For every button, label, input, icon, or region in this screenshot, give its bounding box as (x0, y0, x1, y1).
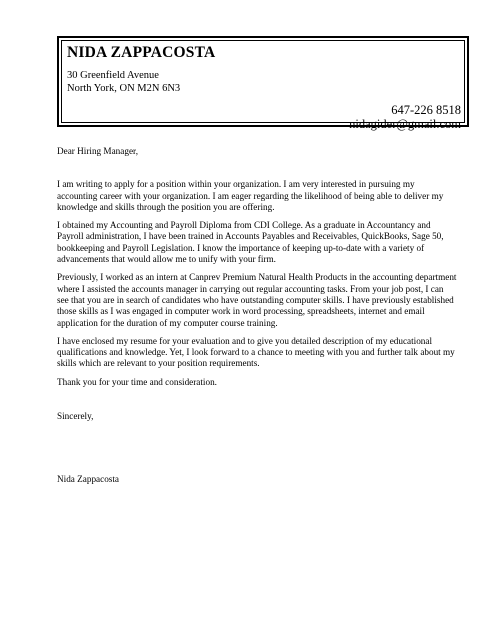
paragraph-intro: I am writing to apply for a position within your organization. I am very interested in pursuing my accounting career with your organization. I am eager regarding the likelihood of being able to deliver my knowledge and skills through the position you are offering. (57, 179, 444, 212)
address-line-1: 30 Greenfield Avenue (67, 70, 159, 81)
paragraph-resume: I have enclosed my resume for your evaluation and to give you detailed description of my educational qualifications and knowledge. Yet, I look forward to a chance to meeting with you and further talk about my skills which are relevant to your position requirements. (57, 335, 455, 369)
letterhead-inner-border (61, 40, 465, 131)
paragraph-education: I obtained my Accounting and Payroll Diploma from CDI College. As a graduate in Accountancy and Payroll administration, I have been trained in Accounts Payables and Receivables, QuickBooks, Sage 50, bookkeeping and Payroll Legislation. I know the importance of keeping up-to-date with a variety of advancements that would allow me to unify with your firm. (57, 220, 444, 265)
email-address: nidagider@gmail.com (349, 117, 461, 131)
letter-body (57, 146, 457, 486)
salutation: Dear Hiring Manager, (57, 146, 139, 156)
paragraph-experience: Previously, I worked as an intern at Canprev Premium Natural Health Products in the accounting department where I assisted the accounts manager in carrying out regular accounting tasks. From your job post, I can see that you are in search of candidates who have outstanding computer skills. I have previously established those skills as I was engaged in computer work in word processing, spreadsheets, internet and email application for the duration of my computer course training. (57, 272, 457, 328)
signature-name: Nida Zappacosta (57, 474, 119, 485)
address-line-2: North York, ON M2N 6N3 (67, 83, 181, 94)
sign-off: Sincerely, (57, 411, 94, 422)
phone-number: 647-226 8518 (391, 103, 461, 117)
letterhead-box (57, 36, 469, 131)
thanks-line: Thank you for your time and consideration. (57, 376, 217, 387)
applicant-name: NIDA ZAPPACOSTA (67, 44, 216, 61)
